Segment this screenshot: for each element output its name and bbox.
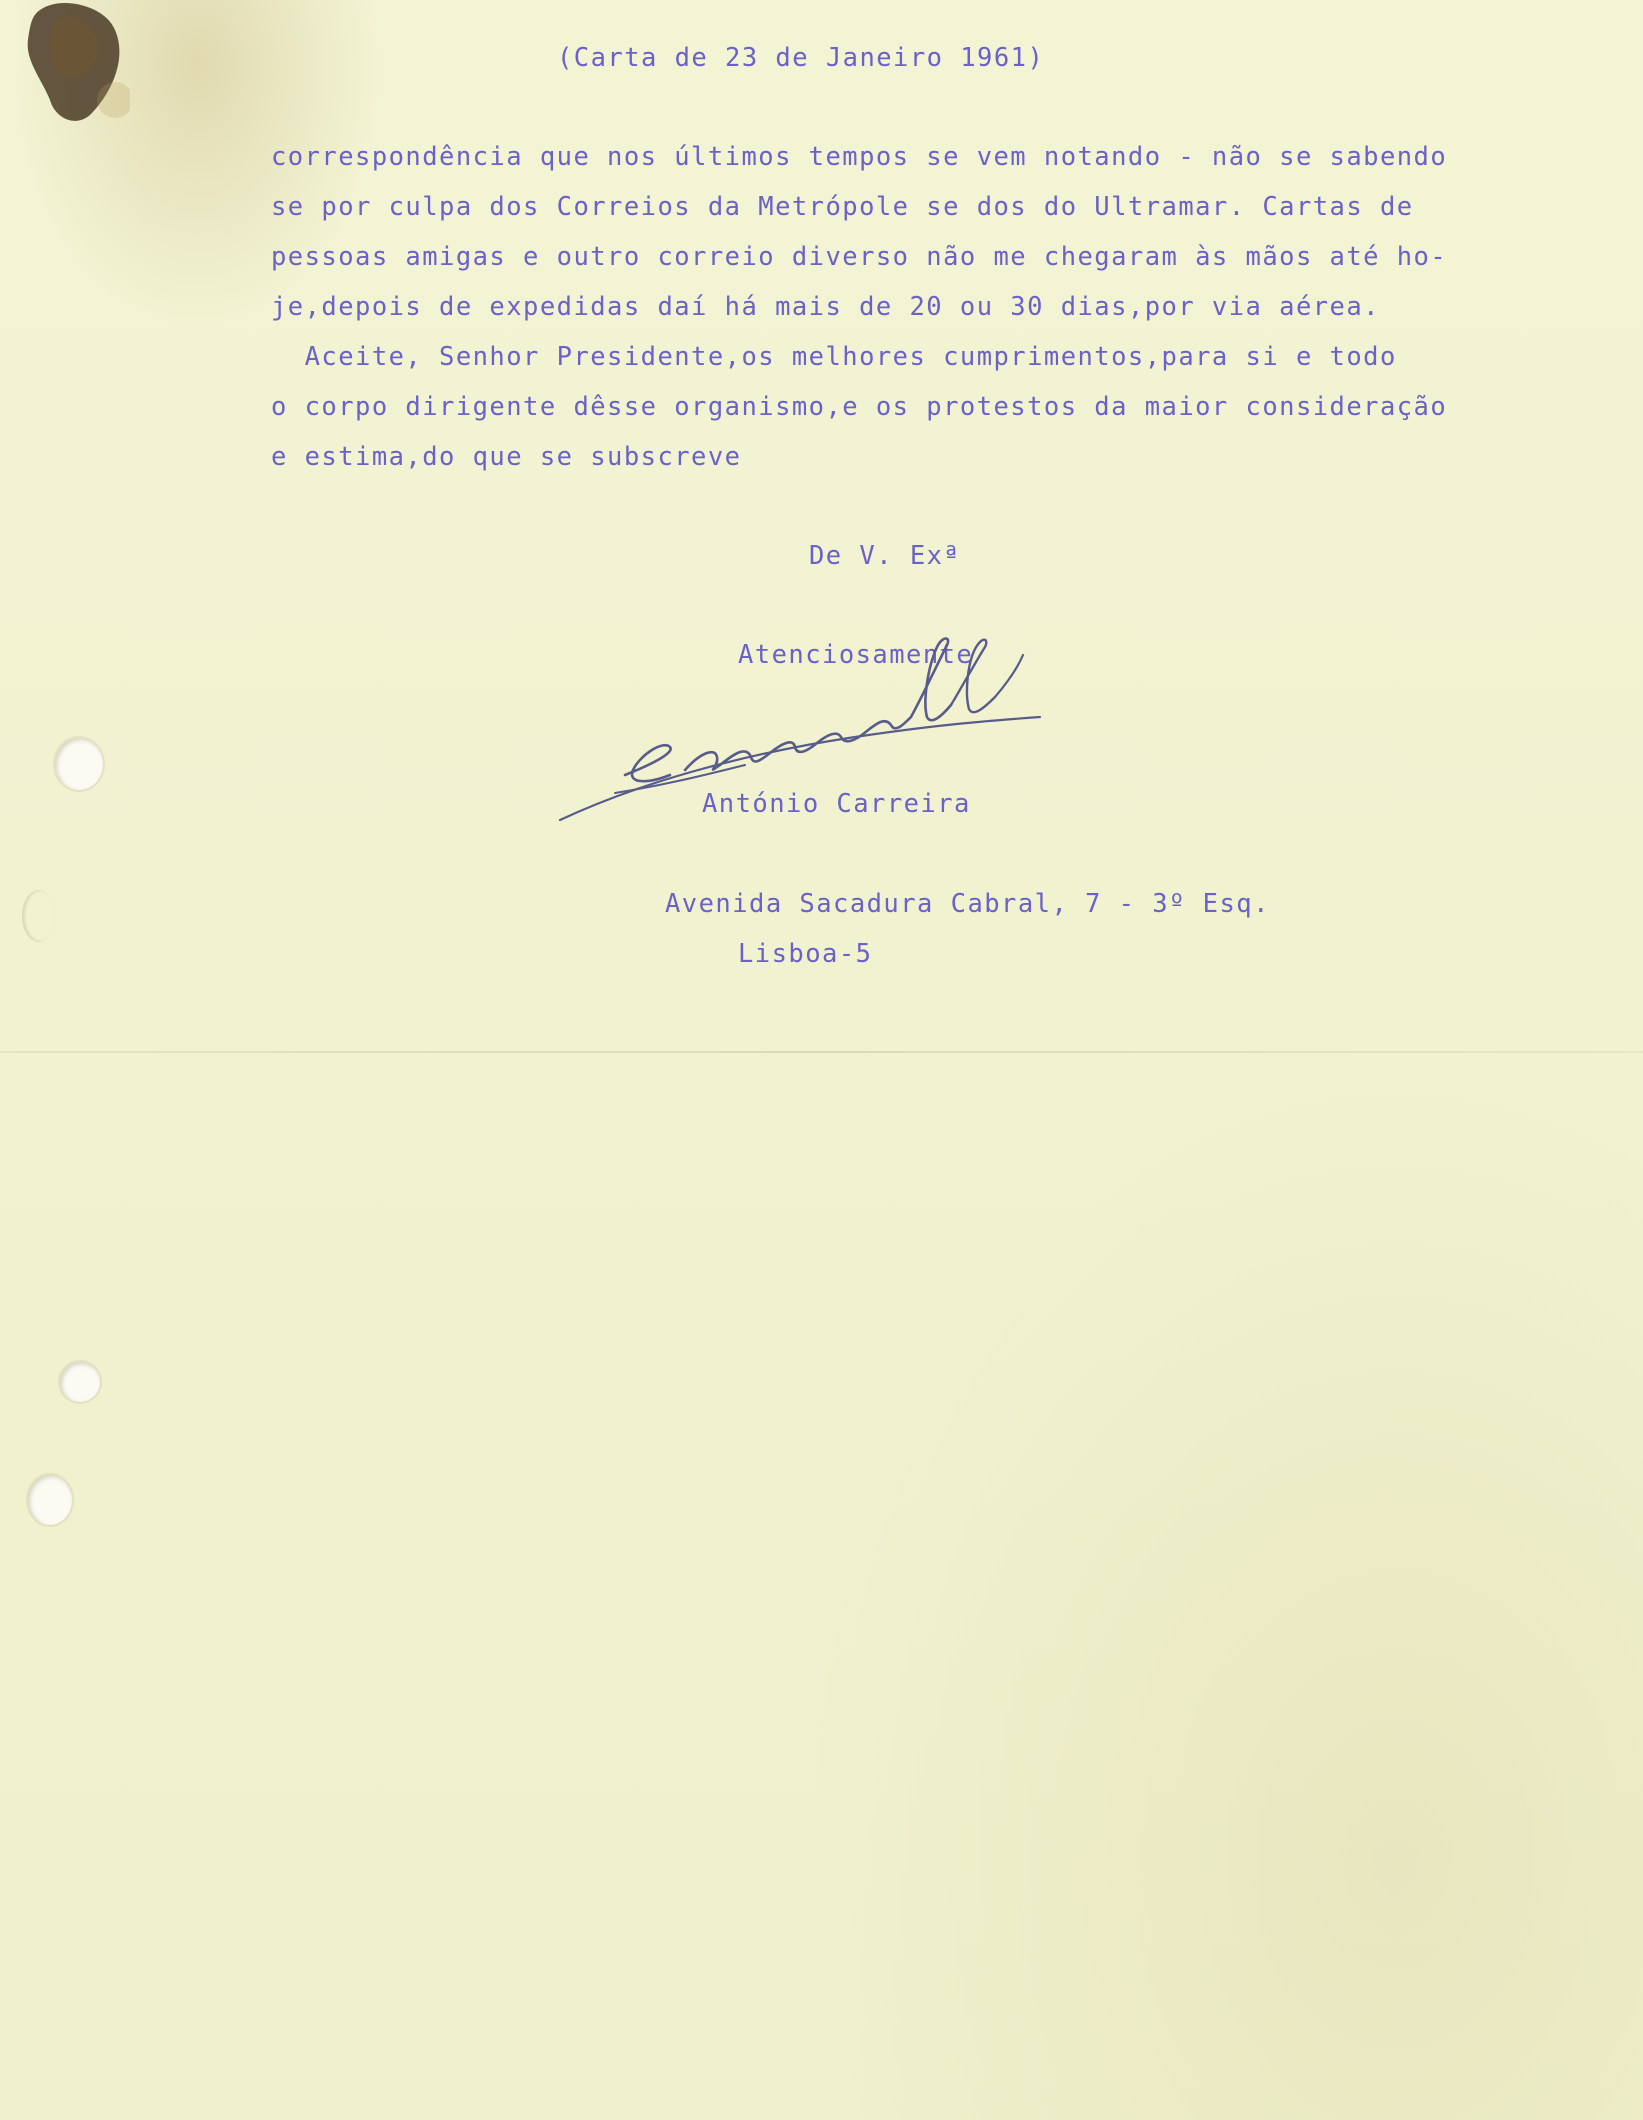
punch-hole [28, 1475, 72, 1525]
regards-line: Atenciosamente [738, 640, 974, 670]
body-line: se por culpa dos Correios da Metrópole se dos do Ultramar. Cartas de [271, 192, 1414, 222]
punch-hole [22, 890, 56, 942]
punch-hole [55, 738, 103, 790]
body-line: correspondência que nos últimos tempos se vem notando - não se sabendo [271, 142, 1448, 172]
paper-stain [20, 0, 130, 130]
body-line: Aceite, Senhor Presidente,os melhores cumprimentos,para si e todo [271, 342, 1397, 372]
letter-heading: (Carta de 23 de Janeiro 1961) [557, 43, 1045, 73]
body-line: o corpo dirigente dêsse organismo,e os protestos da maior consideração [271, 392, 1448, 422]
body-line: e estima,do que se subscreve [271, 442, 742, 472]
closing-salutation: De V. Exª [809, 541, 961, 571]
punch-hole [60, 1362, 100, 1402]
signer-name: António Carreira [702, 789, 971, 819]
city-line: Lisboa-5 [738, 939, 873, 969]
body-line: je,depois de expedidas daí há mais de 20 ou 30 dias,por via aérea. [271, 292, 1380, 322]
paper-fold-line [0, 1051, 1643, 1053]
address-line: Avenida Sacadura Cabral, 7 - 3º Esq. [665, 889, 1270, 919]
body-line: pessoas amigas e outro correio diverso não me chegaram às mãos até ho- [271, 242, 1448, 272]
